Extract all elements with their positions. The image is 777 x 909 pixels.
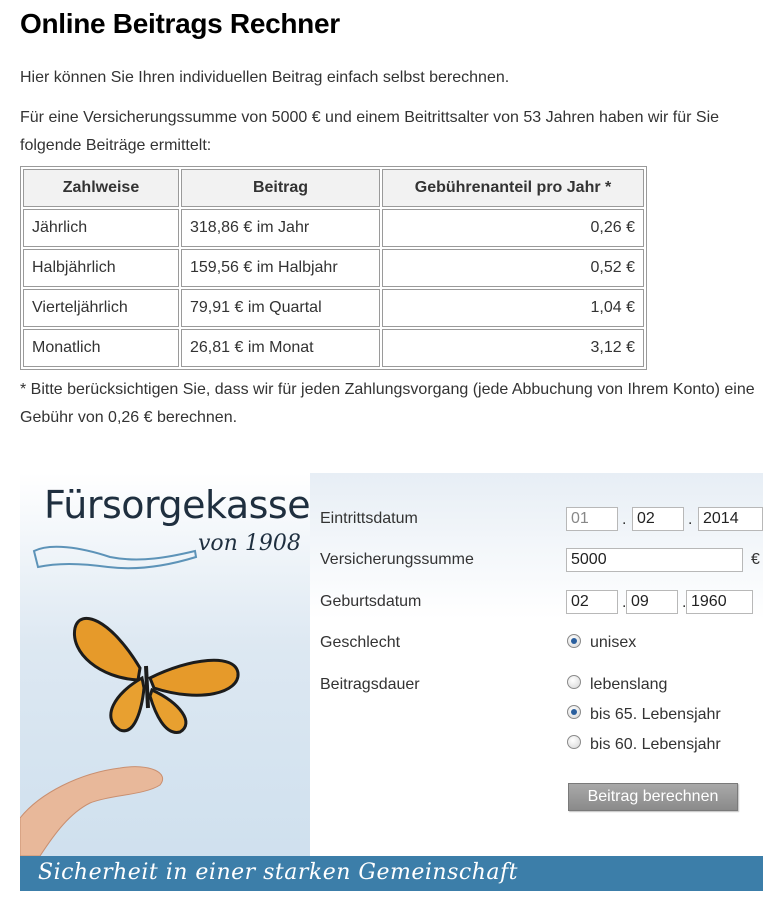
table-row: [23, 329, 644, 367]
currency-symbol: €: [751, 551, 760, 568]
calculate-button[interactable]: Beitrag berechnen: [568, 783, 738, 811]
table-row: [23, 289, 644, 327]
cell-fee: 0,52 €: [382, 249, 644, 287]
label-duration: Beitragsdauer: [320, 676, 420, 693]
label-sum: Versicherungssumme: [320, 551, 474, 568]
label-entry-date: Eintrittsdatum: [320, 510, 418, 527]
radio-until-65[interactable]: [567, 705, 581, 719]
footnote: * Bitte berücksichtigen Sie, dass wir für jeden Zahlungsvorgang (jede Abbuchung von Ihrem Konto) eine Gebühr von 0,26 € berechnen.: [20, 381, 755, 426]
table-row: [23, 249, 644, 287]
table-row: [23, 209, 644, 247]
radio-until-60[interactable]: [567, 735, 581, 749]
radio-label-until-65: bis 65. Lebensjahr: [590, 706, 721, 723]
date-separator: .: [688, 511, 693, 528]
label-birth-date: Geburtsdatum: [320, 593, 422, 610]
slogan-text: Sicherheit in einer starken Gemeinschaft: [38, 860, 518, 885]
logo-text: Fürsorgekasse: [44, 483, 311, 527]
cell-amount: 79,91 € im Quartal: [181, 289, 380, 327]
calculator-panel: [20, 473, 763, 891]
header-zahlweise: Zahlweise: [23, 169, 179, 207]
sum-input[interactable]: [566, 548, 743, 572]
lead-text: Für eine Versicherungssumme von 5000 € und einem Beitrittsalter von 53 Jahren haben wir für Sie folgende Beiträge ermittelt:: [20, 109, 720, 154]
entry-month-input[interactable]: [632, 507, 684, 531]
fee-table: [20, 166, 647, 370]
birth-month-input[interactable]: [626, 590, 678, 614]
radio-label-unisex: unisex: [590, 634, 637, 651]
cell-mode: Jährlich: [23, 209, 179, 247]
logo-hand-icon: [34, 547, 196, 569]
header-gebuehr: Gebührenanteil pro Jahr *: [382, 169, 644, 207]
radio-unisex[interactable]: [567, 634, 581, 648]
slogan-bar: [20, 856, 763, 891]
cell-amount: 159,56 € im Halbjahr: [181, 249, 380, 287]
radio-label-lifelong: lebenslang: [590, 676, 668, 693]
cell-fee: 0,26 €: [382, 209, 644, 247]
cell-fee: 3,12 €: [382, 329, 644, 367]
cell-mode: Monatlich: [23, 329, 179, 367]
birth-day-input[interactable]: [566, 590, 618, 614]
table-header-row: [23, 169, 644, 207]
page-title: Online Beitrags Rechner: [20, 8, 340, 39]
artwork-illustration: [20, 473, 310, 856]
cell-amount: 26,81 € im Monat: [181, 329, 380, 367]
intro-text: Hier können Sie Ihren individuellen Beitrag einfach selbst berechnen.: [20, 69, 510, 86]
logo-subtitle: von 1908: [198, 531, 301, 556]
cell-mode: Vierteljährlich: [23, 289, 179, 327]
butterfly-icon: [74, 618, 238, 732]
birth-year-input[interactable]: [686, 590, 753, 614]
date-separator: .: [682, 594, 687, 611]
entry-day-input[interactable]: [566, 507, 618, 531]
brand-artwork: [20, 473, 310, 856]
entry-year-input[interactable]: [698, 507, 763, 531]
header-beitrag: Beitrag: [181, 169, 380, 207]
radio-lifelong[interactable]: [567, 675, 581, 689]
radio-label-until-60: bis 60. Lebensjahr: [590, 736, 721, 753]
cell-mode: Halbjährlich: [23, 249, 179, 287]
date-separator: .: [622, 594, 627, 611]
open-hand-icon: [20, 767, 163, 856]
label-gender: Geschlecht: [320, 634, 401, 651]
date-separator: .: [622, 511, 627, 528]
cell-fee: 1,04 €: [382, 289, 644, 327]
cell-amount: 318,86 € im Jahr: [181, 209, 380, 247]
calculator-form: [320, 473, 763, 856]
